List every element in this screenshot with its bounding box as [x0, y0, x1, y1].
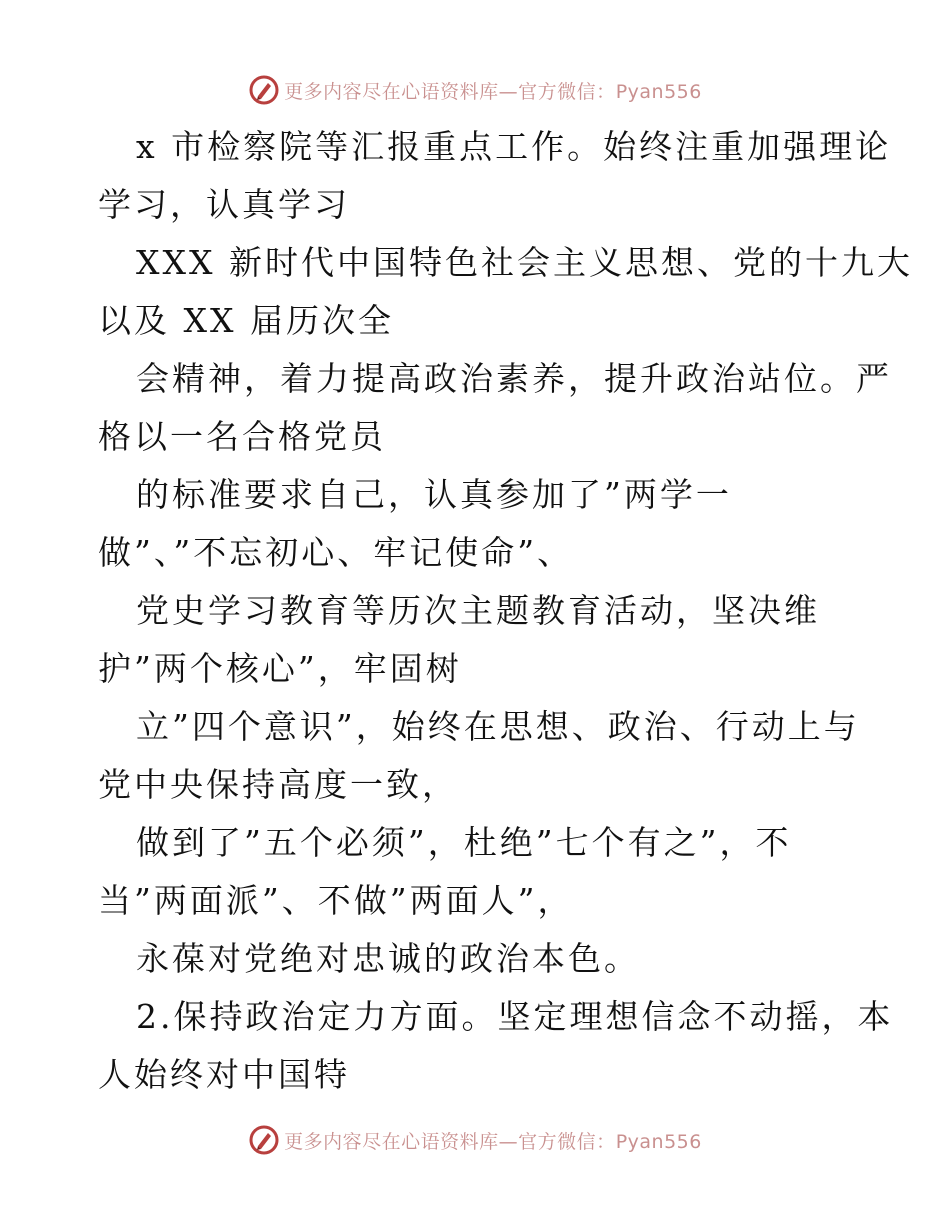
banner-main-text: 更多内容尽在心语资料库: [284, 80, 499, 103]
body-line-9: 党史学习教育等历次主题教育活动，坚决维: [136, 591, 820, 630]
body-line-17: 人始终对中国特: [98, 1055, 350, 1094]
body-line-6: 格以一名合格党员: [98, 417, 386, 456]
banner-wechat-label: 官方微信：: [518, 1130, 616, 1153]
document-body: [98, 118, 913, 1104]
body-line-5: 会精神，着力提高政治素养，提升政治站位。严: [136, 359, 892, 398]
body-line-2: 学习，认真学习: [98, 185, 350, 224]
banner-text: [284, 1127, 702, 1154]
banner-wechat-id: Pyan556: [615, 80, 702, 103]
banner-text: [284, 77, 702, 104]
banner-dash: —: [498, 1130, 519, 1153]
body-line-3: XXX 新时代中国特色社会主义思想、党的十九大: [136, 243, 913, 282]
body-line-4: 以及 XX 届历次全: [98, 301, 394, 340]
body-line-10: 护”两个核心”，牢固树: [98, 649, 462, 688]
footer-banner: [0, 1120, 950, 1160]
body-line-16: 2.保持政治定力方面。坚定理想信念不动摇，本: [136, 997, 894, 1036]
body-line-7: 的标准要求自己，认真参加了”两学一: [136, 475, 732, 514]
header-banner: [0, 70, 950, 110]
body-line-1: x 市检察院等汇报重点工作。始终注重加强理论: [136, 127, 892, 166]
body-line-11: 立”四个意识”，始终在思想、政治、行动上与: [136, 707, 860, 746]
body-line-14: 当”两面派”、不做”两面人”，: [98, 881, 574, 920]
pen-logo-icon: [248, 74, 280, 106]
banner-dash: —: [498, 80, 519, 103]
body-line-8: 做”、”不忘初心、牢记使命”、: [98, 533, 574, 572]
banner-wechat-label: 官方微信：: [518, 80, 616, 103]
pen-logo-icon: [248, 1124, 280, 1156]
banner-main-text: 更多内容尽在心语资料库: [284, 1130, 499, 1153]
body-line-13: 做到了”五个必须”，杜绝”七个有之”，不: [136, 823, 792, 862]
banner-wechat-id: Pyan556: [615, 1130, 702, 1153]
body-line-15: 永葆对党绝对忠诚的政治本色。: [136, 939, 640, 978]
body-line-12: 党中央保持高度一致，: [98, 765, 458, 804]
